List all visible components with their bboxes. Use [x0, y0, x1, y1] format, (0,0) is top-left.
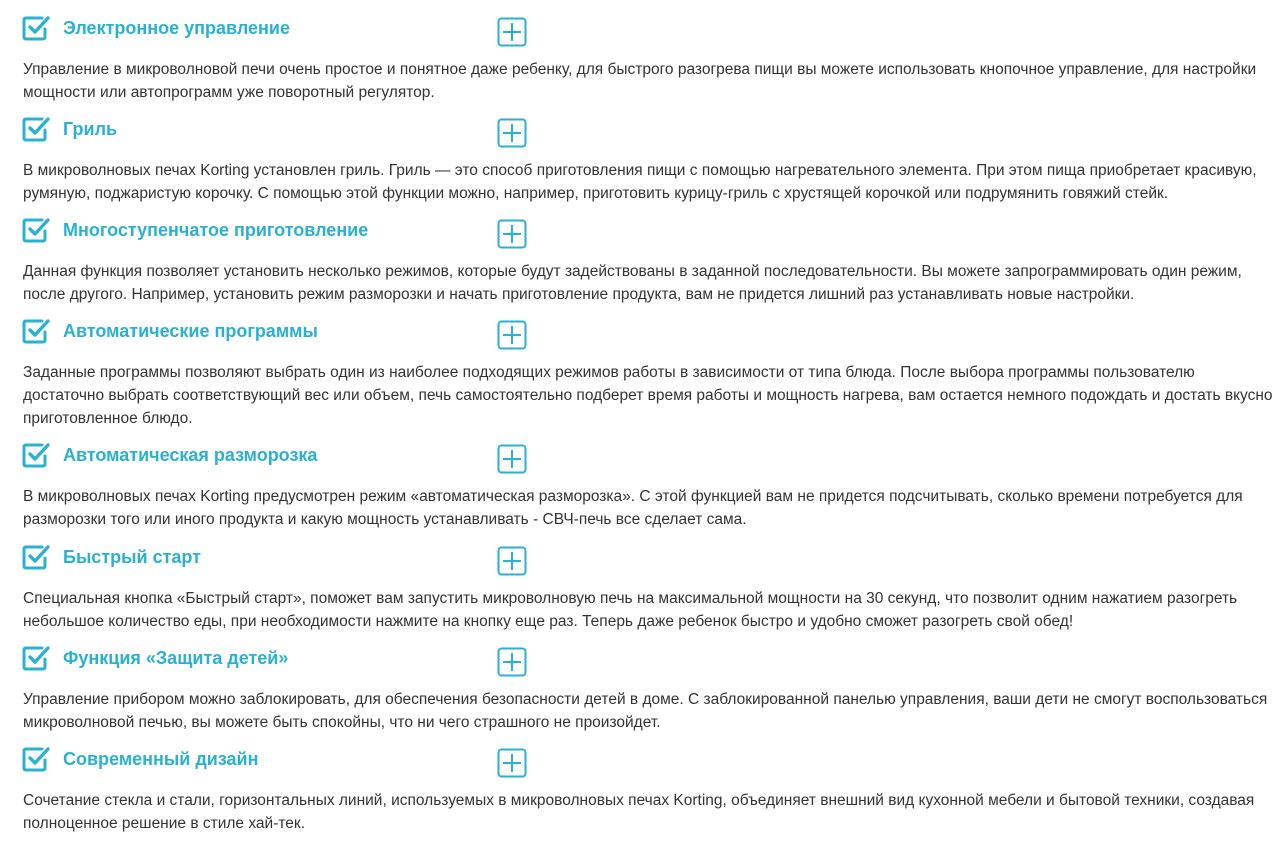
- expand-button[interactable]: [497, 546, 527, 576]
- plus-square-icon: [497, 647, 527, 677]
- feature-title: Автоматические программы: [63, 321, 318, 341]
- feature-title: Многоступенчатое приготовление: [63, 220, 369, 240]
- expand-button[interactable]: [497, 118, 527, 148]
- feature-description: Заданные программы позволяют выбрать один из наиболее подходящих режимов работы в зависимости от типа блюда. После выбора программы пользователю достаточно выбрать соответствующий вес или объем, печь самостоятельно подберет время работы и мощность нагрева, вам остается немного подождать и достать вкусно приготовленное блюдо.: [23, 364, 1273, 427]
- feature-description: Данная функция позволяет установить несколько режимов, которые будут задействованы в заданной последовательности. Вы можете запрограммировать один режим, после другого. Например, установить режим разморозки и начать приготовление продукта, вам не придется лишний раз устанавливать новые настройки.: [23, 263, 1242, 303]
- feature-header: [0, 13, 540, 47]
- feature-description: В микроволновых печах Korting установлен гриль. Гриль — это способ приготовления пищи с помощью нагревательного элемента. При этом пища приобретает красивую, румяную, поджаристую корочку. С помощью этой функции можно, например, приготовить курицу-гриль с хрустящей корочкой или подрумянить говяжий стейк.: [23, 162, 1257, 202]
- checkbox-check-icon: [22, 116, 50, 142]
- checkbox-check-icon: [22, 442, 50, 468]
- checkbox-check-icon: [22, 645, 50, 671]
- feature-title: Быстрый старт: [63, 547, 201, 567]
- feature-header: [0, 440, 540, 474]
- expand-button[interactable]: [497, 444, 527, 474]
- expand-button[interactable]: [497, 320, 527, 350]
- checkbox-check-icon: [22, 544, 50, 570]
- feature-header: [0, 316, 540, 350]
- checkbox-check-icon: [22, 217, 50, 243]
- expand-button[interactable]: [497, 219, 527, 249]
- checkbox-check-icon: [22, 746, 50, 772]
- feature-title: Функция «Защита детей»: [63, 648, 289, 668]
- plus-square-icon: [497, 219, 527, 249]
- plus-square-icon: [497, 546, 527, 576]
- feature-title: Гриль: [63, 119, 118, 139]
- feature-header: [0, 542, 540, 576]
- expand-button[interactable]: [497, 17, 527, 47]
- checkbox-check-icon: [22, 318, 50, 344]
- feature-title: Современный дизайн: [63, 749, 259, 769]
- plus-square-icon: [497, 118, 527, 148]
- feature-title: Электронное управление: [63, 18, 291, 38]
- feature-header: [0, 744, 540, 778]
- feature-header: [0, 114, 540, 148]
- expand-button[interactable]: [497, 647, 527, 677]
- plus-square-icon: [497, 748, 527, 778]
- checkbox-check-icon: [22, 15, 50, 41]
- feature-title: Автоматическая разморозка: [63, 445, 318, 465]
- feature-description: Специальная кнопка «Быстрый старт», поможет вам запустить микроволновую печь на максимальной мощности на 30 секунд, что позволит одним нажатием разогреть небольшое количество еды, при необходимости нажмите на кнопку еще раз. Теперь даже ребенок быстро и удобно сможет разогреть свой обед!: [23, 590, 1238, 630]
- feature-description: Управление прибором можно заблокировать, для обеспечения безопасности детей в доме. С заблокированной панелью управления, ваши дети не смогут воспользоваться микроволновой печью, вы можете быть спокойны, что ни чего страшного не произойдет.: [23, 691, 1268, 731]
- feature-description: Сочетание стекла и стали, горизонтальных линий, используемых в микроволновых печах Korting, объединяет внешний вид кухонной мебели и бытовой техники, создавая полноценное решение в стиле хай-тек.: [23, 792, 1255, 832]
- expand-button[interactable]: [497, 748, 527, 778]
- feature-description: Управление в микроволновой печи очень простое и понятное даже ребенку, для быстрого разогрева пищи вы можете использовать кнопочное управление, для настройки мощности или автопрограмм уже поворотный регулятор.: [23, 61, 1257, 101]
- feature-description: В микроволновых печах Korting предусмотрен режим «автоматическая разморозка». С этой функцией вам не придется подсчитывать, сколько времени потребуется для разморозки того или иного продукта и какую мощность устанавливать - СВЧ-печь все сделает сама.: [23, 488, 1243, 528]
- plus-square-icon: [497, 320, 527, 350]
- plus-square-icon: [497, 17, 527, 47]
- feature-header: [0, 643, 540, 677]
- feature-header: [0, 215, 540, 249]
- plus-square-icon: [497, 444, 527, 474]
